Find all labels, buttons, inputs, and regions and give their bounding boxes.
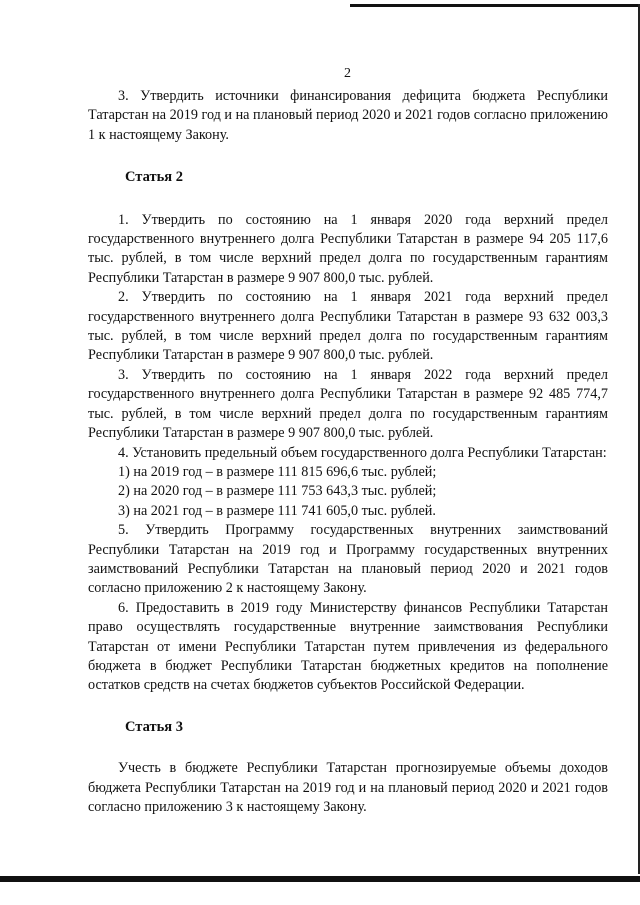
article-2-item-3: 3. Утвердить по состоянию на 1 января 2022 года верхний предел государственного внутреннего долга Республики Татарстан в размере 92 485 774,7 тыс. рублей, в том числе верхний предел долга по государственным гарантиям Республики Татарстан в размере 9 907 800,0 тыс. рублей.	[88, 366, 608, 442]
debt-limit-2021: 3) на 2021 год – в размере 111 741 605,0 тыс. рублей.	[118, 502, 436, 519]
debt-limit-2019: 1) на 2019 год – в размере 111 815 696,6 тыс. рублей;	[118, 463, 437, 480]
page-number: 2	[344, 66, 351, 81]
article-2-item-2: 2. Утвердить по состоянию на 1 января 2021 года верхний предел государственного внутреннего долга Республики Татарстан в размере 93 632 003,3 тыс. рублей, в том числе верхний предел долга по государственным гарантиям Республики Татарстан в размере 9 907 800,0 тыс. рублей.	[88, 289, 608, 364]
article-2-item-4: 4. Установить предельный объем государственного долга Республики Татарстан:	[118, 444, 607, 461]
article-2-item-6: 6. Предоставить в 2019 году Министерству финансов Республики Татарстан право осуществлять государственные внутренние заимствования Республики Татарстан от имени Республики Татарстан путем привлечения из федерального бюджета в бюджет Республики Татарстан бюджетных кредитов на пополнение остатков средств на счетах бюджетов субъектов Российской Федерации.	[88, 599, 608, 694]
article-2-item-5: 5. Утвердить Программу государственных внутренних заимствований Республики Татарстан на 2019 год и Программу государственных внутренних заимствований Республики Татарстан на плановый период 2020 и 2021 годов согласно приложению 2 к настоящему Закону.	[88, 522, 608, 597]
scan-top-edge	[350, 4, 640, 7]
article-2-heading: Статья 2	[125, 169, 183, 186]
intro-paragraph: 3. Утвердить источники финансирования дефицита бюджета Республики Татарстан на 2019 год и на плановый период 2020 и 2021 годов согласно приложению 1 к настоящему Закону.	[88, 88, 608, 143]
article-2-item-1: 1. Утвердить по состоянию на 1 января 2020 года верхний предел государственного внутреннего долга Республики Татарстан в размере 94 205 117,6 тыс. рублей, в том числе верхний предел долга по государственным гарантиям Республики Татарстан в размере 9 907 800,0 тыс. рублей.	[88, 211, 608, 286]
article-3-paragraph: Учесть в бюджете Республики Татарстан прогнозируемые объемы доходов бюджета Республики Татарстан на 2019 год и на плановый период 2020 и 2021 годов согласно приложению 3 к настоящему Закону.	[88, 760, 608, 815]
article-3-heading: Статья 3	[125, 718, 183, 735]
document-body	[88, 87, 608, 817]
debt-limit-2020: 2) на 2020 год – в размере 111 753 643,3 тыс. рублей;	[118, 483, 437, 500]
scan-bottom-edge	[0, 876, 640, 882]
